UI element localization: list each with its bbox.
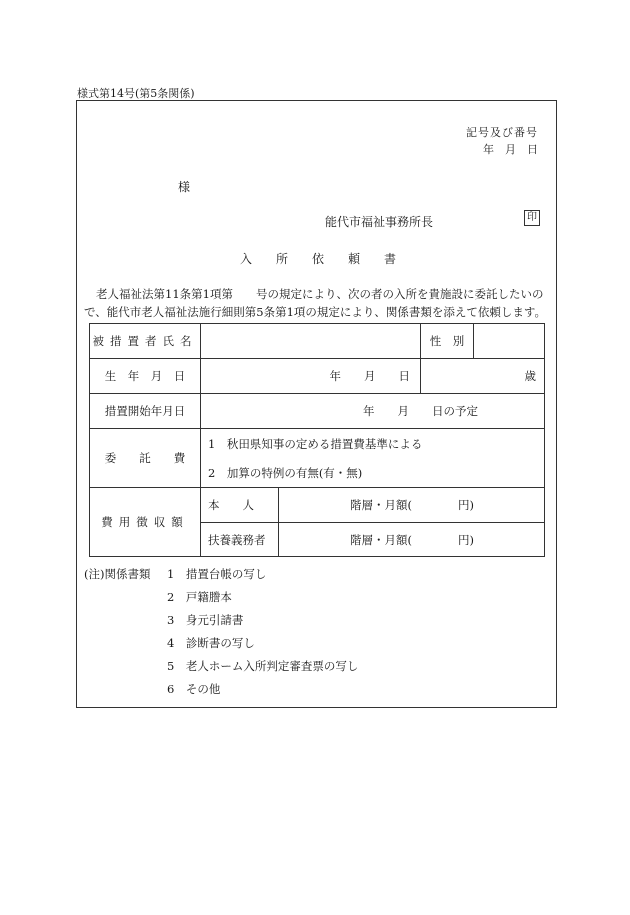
note-item: 6 その他 <box>167 682 221 696</box>
collection-who-cell <box>200 487 279 523</box>
request-body-text <box>84 285 548 321</box>
notes-prefix: (注)関係書類 <box>84 567 151 581</box>
document-title: 入所依頼書 <box>240 252 421 266</box>
issuer-name: 能代市福祉事務所長 <box>325 215 434 229</box>
name-field[interactable] <box>200 323 421 359</box>
seal-mark: 印 <box>524 210 540 226</box>
age-unit: 歳 <box>524 369 536 383</box>
addressee-label: 様 <box>178 180 191 194</box>
start-date-label-cell <box>89 393 201 429</box>
document-number-label: 記号及び番号 <box>466 126 538 139</box>
note-item: 3 身元引請書 <box>167 613 244 627</box>
collection-label: 費用徴収額 <box>101 515 189 529</box>
start-date-value: 年 月 日の予定 <box>363 404 478 418</box>
sex-label: 性 別 <box>429 334 465 348</box>
dob-label-cell <box>89 358 201 394</box>
body-line-1: 老人福祉法第11条第1項第 号の規定により、次の者の入所を貴施設に委託したいの <box>96 287 544 301</box>
dob-field[interactable] <box>200 358 421 394</box>
dob-value: 年 月 日 <box>329 369 410 383</box>
collection-who-cell <box>200 522 279 557</box>
note-item: 1 措置台帳の写し <box>167 567 267 581</box>
name-label: 被措置者氏名 <box>92 334 198 348</box>
note-item: 4 診断書の写し <box>167 636 255 650</box>
note-item: 5 老人ホーム入所判定審査票の写し <box>167 659 359 673</box>
form-number-header: 様式第14号(第5条関係) <box>77 87 195 100</box>
collection-who-self: 本 人 <box>208 498 254 512</box>
collection-amount-guardian: 階層・月額( 円) <box>350 532 474 547</box>
sex-label-cell <box>420 323 474 359</box>
fee-label-cell <box>89 428 201 488</box>
collection-label-cell <box>89 487 201 557</box>
fee-field <box>200 428 545 488</box>
collection-who-guardian: 扶養義務者 <box>208 532 266 547</box>
collection-amount-self: 階層・月額( 円) <box>350 498 474 512</box>
start-date-label: 措置開始年月日 <box>104 404 186 418</box>
fee-label: 委 託 費 <box>104 451 186 465</box>
age-field[interactable] <box>420 358 545 394</box>
name-label-cell <box>89 323 201 359</box>
start-date-field[interactable] <box>200 393 545 429</box>
sex-field[interactable] <box>473 323 545 359</box>
collection-amount-field[interactable] <box>278 487 545 523</box>
dob-label: 生 年 月 日 <box>104 369 186 383</box>
collection-amount-field[interactable] <box>278 522 545 557</box>
document-date-label: 年 月 日 <box>483 143 538 156</box>
fee-item-1: 1 秋田県知事の定める措置費基準による <box>208 436 423 451</box>
fee-item-2: 2 加算の特例の有無(有・無) <box>208 465 363 480</box>
note-item: 2 戸籍謄本 <box>167 590 232 604</box>
body-line-2: で、能代市老人福祉法施行細則第5条第1項の規定により、関係書類を添えて依頼します。 <box>84 305 546 319</box>
